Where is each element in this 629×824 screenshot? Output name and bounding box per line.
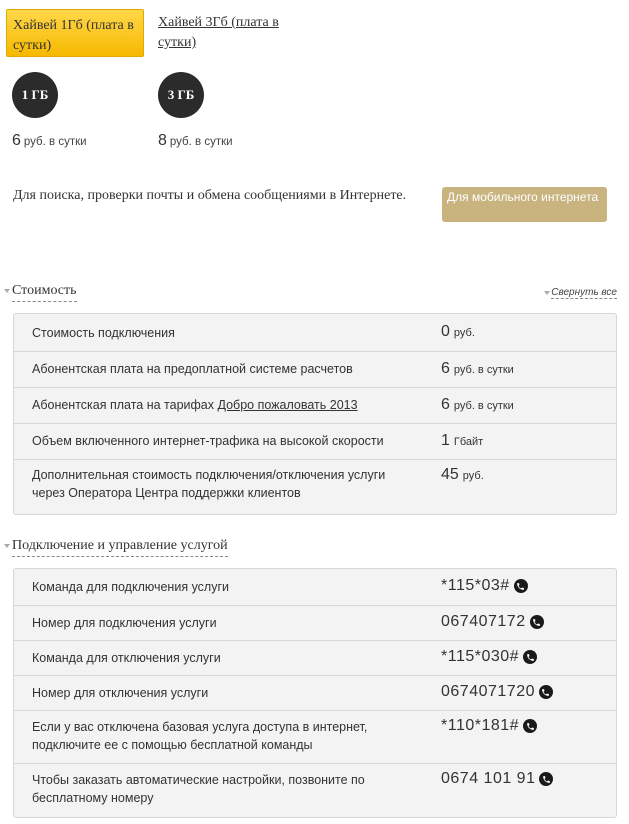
row-value [441,396,514,414]
value-number: 1 [441,432,450,449]
table-row [14,710,616,763]
cost-table [13,313,617,515]
code-text: *115*030# [441,648,520,665]
cost-section-title[interactable]: Стоимость [12,282,77,302]
disconnect-number-value [441,683,553,701]
value-unit: руб. в сутки [453,400,514,412]
code-text: 067407172 [441,613,526,630]
row-value [441,323,475,341]
value-number: 6 [441,396,450,413]
plan-1gb-price [12,132,87,150]
phone-icon[interactable] [523,650,537,664]
collapse-all-link[interactable]: Свернуть все [551,287,617,298]
settings-number-value [441,770,553,788]
tab-highway-1gb[interactable]: Хайвей 1Гб (плата в сутки) [6,9,144,57]
free-command-value [441,717,537,735]
management-section-title[interactable]: Подключение и управление услугой [12,537,228,557]
code-text: 0674071720 [441,683,535,700]
value-unit: руб. [453,327,475,339]
row-value [441,466,484,484]
plan-3gb-price-value: 8 [158,132,167,149]
row-label: Команда для подключения услуги [32,580,230,594]
table-row [14,459,616,514]
value-unit: руб. [462,470,484,482]
plan-1gb-circle: 1 ГБ [12,72,58,118]
plan-1gb-price-value: 6 [12,132,21,149]
table-row [14,569,616,605]
triangle-down-icon[interactable] [4,544,10,548]
row-label: Дополнительная стоимость подключения/отключения услуги через Оператора Центра поддержки клиентов [32,468,386,500]
row-label: Объем включенного интернет-трафика на высокой скорости [32,434,384,448]
row-value [441,432,483,450]
phone-icon[interactable] [530,615,544,629]
triangle-down-icon[interactable] [4,289,10,293]
value-number: 45 [441,466,459,483]
table-row [14,423,616,459]
table-row [14,605,616,640]
code-text: *115*03# [441,577,510,594]
value-unit: руб. в сутки [453,364,514,376]
table-row [14,640,616,675]
row-label [32,396,402,414]
management-table [13,568,617,818]
table-row [14,314,616,351]
row-label: Если у вас отключена базовая услуга доступа в интернет, подключите ее с помощью бесплатной команды [32,720,368,752]
tab-highway-3gb[interactable]: Хайвей 3Гб (плата в сутки) [158,15,279,50]
plan-3gb-circle: 3 ГБ [158,72,204,118]
table-row [14,387,616,423]
phone-icon[interactable] [539,772,553,786]
welcome-2013-link[interactable]: Добро пожаловать 2013 [217,398,358,412]
plan-1gb-price-unit: руб. в сутки [23,136,87,148]
row-label: Номер для подключения услуги [32,616,217,630]
mobile-internet-badge: Для мобильного интернета [442,187,607,222]
value-number: 6 [441,360,450,377]
phone-icon[interactable] [539,685,553,699]
table-row [14,675,616,710]
value-unit: Гбайт [453,436,484,448]
plan-3gb-price-unit: руб. в сутки [169,136,233,148]
table-row [14,763,616,817]
row-label: Стоимость подключения [32,326,175,340]
code-text: *110*181# [441,717,520,734]
value-number: 0 [441,323,450,340]
row-label-prefix: Абонентская плата на тарифах [32,398,218,412]
row-label: Чтобы заказать автоматические настройки, позвоните по бесплатному номеру [32,773,365,805]
connect-command-value [441,577,528,595]
table-row [14,351,616,387]
triangle-down-icon [544,291,550,295]
row-value [441,360,514,378]
code-text: 0674 101 91 [441,770,536,787]
plan-3gb-price [158,132,233,150]
disconnect-command-value [441,648,537,666]
phone-icon[interactable] [523,719,537,733]
phone-icon[interactable] [514,579,528,593]
row-label: Команда для отключения услуги [32,651,221,665]
row-label: Номер для отключения услуги [32,686,209,700]
connect-number-value [441,613,544,631]
row-label: Абонентская плата на предоплатной системе расчетов [32,362,353,376]
tariff-description: Для поиска, проверки почты и обмена сообщениями в Интернете. [13,188,407,203]
